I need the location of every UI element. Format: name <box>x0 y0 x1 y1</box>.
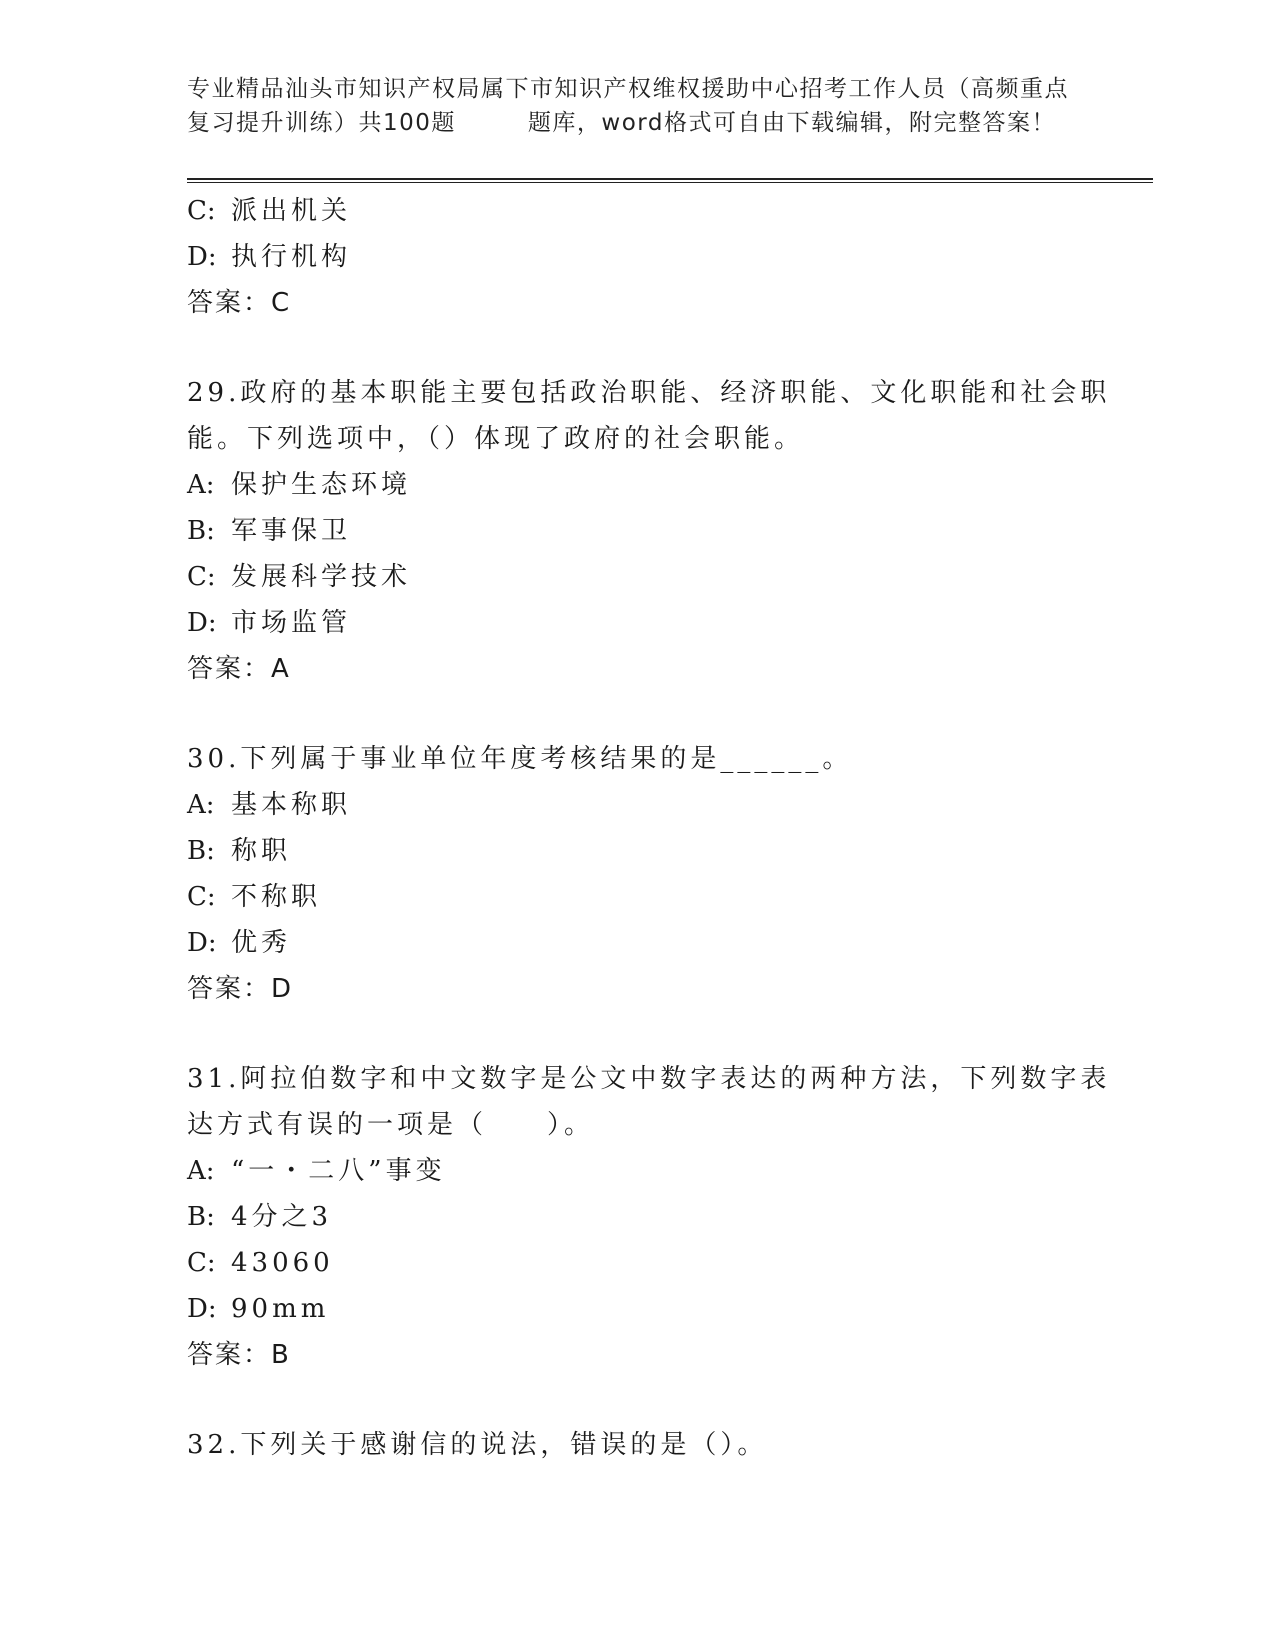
option-label: A: <box>187 1156 215 1186</box>
option-text: 43060 <box>231 1248 334 1278</box>
question-29 <box>187 370 1111 692</box>
option-text: 发展科学技术 <box>231 562 412 592</box>
question-list <box>187 188 1111 1468</box>
option-text: 90mm <box>231 1294 330 1324</box>
option-text: 市场监管 <box>231 608 352 638</box>
question-30 <box>187 736 1087 1012</box>
option-c <box>187 874 1087 920</box>
option-c <box>187 188 1087 234</box>
header-divider <box>187 178 1153 183</box>
option-text: 派出机关 <box>231 196 352 226</box>
option-text: 优秀 <box>231 928 292 958</box>
answer-line: 答案：D <box>187 974 294 1004</box>
question-stem-line2: 能。下列选项中，（）体现了政府的社会职能。 <box>187 424 805 454</box>
option-label: D: <box>187 1294 217 1324</box>
option-text: 不称职 <box>231 882 322 912</box>
option-text: 保护生态环境 <box>231 470 412 500</box>
header-title-line2 <box>187 106 1107 140</box>
question-31 <box>187 1056 1111 1378</box>
option-text: “一・二八”事变 <box>231 1156 446 1186</box>
option-text: 4分之3 <box>231 1202 333 1232</box>
option-text: 基本称职 <box>231 790 352 820</box>
question-28 <box>187 188 1087 326</box>
option-label: B: <box>187 1202 215 1232</box>
option-label: B: <box>187 836 215 866</box>
option-label: A: <box>187 470 215 500</box>
answer-line: 答案：A <box>187 654 291 684</box>
option-label: D: <box>187 242 217 272</box>
question-stem-line1: 31.阿拉伯数字和中文数字是公文中数字表达的两种方法，下列数字表 <box>187 1064 1111 1094</box>
option-label: D: <box>187 608 217 638</box>
option-d <box>187 234 1087 280</box>
answer-line: 答案：B <box>187 1340 291 1370</box>
header-title-line2-part1: 复习提升训练）共100题 <box>187 110 456 136</box>
option-b <box>187 828 1087 874</box>
option-label: A: <box>187 790 215 820</box>
option-text: 称职 <box>231 836 292 866</box>
question-32 <box>187 1422 1087 1468</box>
option-label: B: <box>187 516 215 546</box>
question-stem-line1: 29.政府的基本职能主要包括政治职能、经济职能、文化职能和社会职 <box>187 378 1111 408</box>
option-label: C: <box>187 196 216 226</box>
header-title-line1: 专业精品汕头市知识产权局属下市知识产权维权援助中心招考工作人员（高频重点 <box>187 76 1069 102</box>
option-d <box>187 600 1087 646</box>
question-stem-line2: 达方式有误的一项是（ ）。 <box>187 1110 595 1140</box>
option-label: C: <box>187 562 216 592</box>
option-b <box>187 508 1087 554</box>
option-text: 军事保卫 <box>231 516 352 546</box>
answer-line: 答案：C <box>187 288 292 318</box>
document-header <box>187 72 1107 140</box>
option-a <box>187 782 1087 828</box>
header-title-line2-part2: 题库，word格式可自由下载编辑，附完整答案！ <box>527 110 1056 136</box>
question-stem-line1: 30.下列属于事业单位年度考核结果的是______。 <box>187 744 853 774</box>
option-c <box>187 1240 1087 1286</box>
option-text: 执行机构 <box>231 242 352 272</box>
option-c <box>187 554 1087 600</box>
question-stem-line1: 32.下列关于感谢信的说法，错误的是（）。 <box>187 1430 768 1460</box>
option-label: C: <box>187 1248 216 1278</box>
option-label: D: <box>187 928 217 958</box>
option-label: C: <box>187 882 216 912</box>
option-b <box>187 1194 1087 1240</box>
option-a <box>187 462 1087 508</box>
option-a <box>187 1148 1087 1194</box>
option-d <box>187 920 1087 966</box>
option-d <box>187 1286 1087 1332</box>
